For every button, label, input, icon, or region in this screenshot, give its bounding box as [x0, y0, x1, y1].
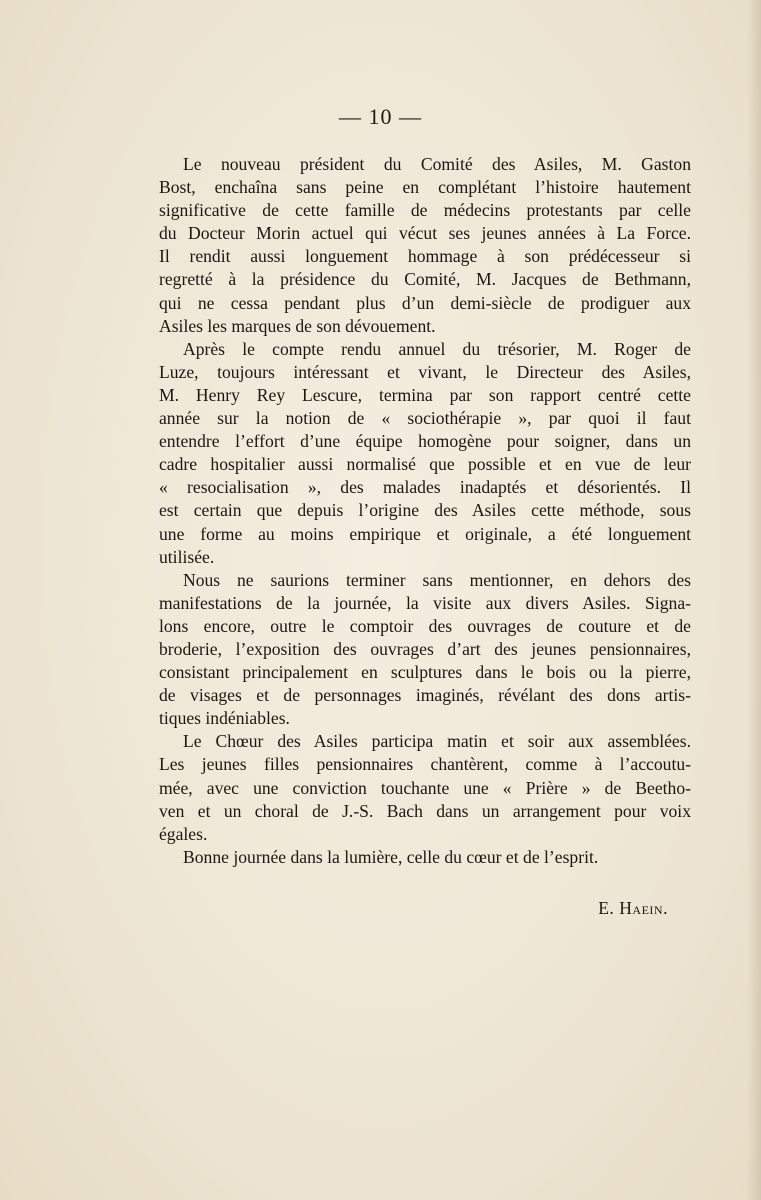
- page-edge-shadow: [747, 0, 761, 1200]
- paragraph-line: du Docteur Morin actuel qui vécut ses jeunes années à La Force.: [159, 223, 691, 244]
- paragraph-line: consistant principalement en sculptures dans le bois ou la pierre,: [159, 662, 691, 683]
- signature: E. Haein.: [598, 898, 668, 918]
- paragraph-line: tiques indéniables.: [159, 708, 290, 729]
- paragraph-line: regretté à la présidence du Comité, M. Jacques de Bethmann,: [159, 269, 691, 290]
- paragraph-line: Le Chœur des Asiles participa matin et soir aux assemblées.: [183, 731, 691, 752]
- paragraph-line: qui ne cessa pendant plus d’un demi-siècle de prodiguer aux: [159, 292, 691, 313]
- paragraph-line: est certain que depuis l’origine des Asiles cette méthode, sous: [159, 500, 691, 521]
- paragraph-line: Il rendit aussi longuement hommage à son prédécesseur si: [159, 246, 691, 267]
- paragraph-line: ven et un choral de J.-S. Bach dans un arrangement pour voix: [159, 800, 691, 821]
- page-number: — 10 —: [339, 104, 422, 129]
- paragraph-line: Bost, enchaîna sans peine en complétant l’histoire hautement: [159, 177, 691, 198]
- paragraph-line: Nous ne saurions terminer sans mentionner, en dehors des: [183, 569, 691, 590]
- paragraph-line: Après le compte rendu annuel du trésorier, M. Roger de: [183, 338, 691, 359]
- paragraph-line: année sur la notion de « sociothérapie », par quoi il faut: [159, 408, 691, 429]
- paragraph-line: M. Henry Rey Lescure, termina par son rapport centré cette: [159, 384, 691, 405]
- paragraph-line: cadre hospitalier aussi normalisé que possible et en vue de leur: [159, 454, 691, 475]
- paragraph-line: de visages et de personnages imaginés, révélant des dons artis-: [159, 685, 691, 706]
- paragraph-line: mée, avec une conviction touchante une « Prière » de Beetho-: [159, 777, 691, 798]
- paragraph-line: Les jeunes filles pensionnaires chantèrent, comme à l’accoutu-: [159, 754, 691, 775]
- paragraph-line: broderie, l’exposition des ouvrages d’art des jeunes pensionnaires,: [159, 638, 691, 659]
- paragraph-line: entendre l’effort d’une équipe homogène pour soigner, dans un: [159, 431, 691, 452]
- paragraph-line: manifestations de la journée, la visite aux divers Asiles. Signa-: [159, 592, 691, 613]
- paragraph-line: Luze, toujours intéressant et vivant, le Directeur des Asiles,: [159, 361, 691, 382]
- paragraph-line: Asiles les marques de son dévouement.: [159, 315, 436, 336]
- body-text: [159, 153, 691, 869]
- paragraph-line: Le nouveau président du Comité des Asiles, M. Gaston: [183, 154, 691, 174]
- paragraph-line: significative de cette famille de médecins protestants par celle: [159, 200, 691, 221]
- paragraph-line: lons encore, outre le comptoir des ouvrages de couture et de: [159, 615, 691, 636]
- paragraph-line: égales.: [159, 823, 208, 844]
- paragraph-line: Bonne journée dans la lumière, celle du cœur et de l’esprit.: [183, 846, 599, 867]
- paragraph-line: une forme au moins empirique et originale, a été longuement: [159, 523, 691, 544]
- paragraph-line: utilisée.: [159, 546, 215, 567]
- paragraph-line: « resocialisation », des malades inadaptés et désorientés. Il: [159, 477, 691, 498]
